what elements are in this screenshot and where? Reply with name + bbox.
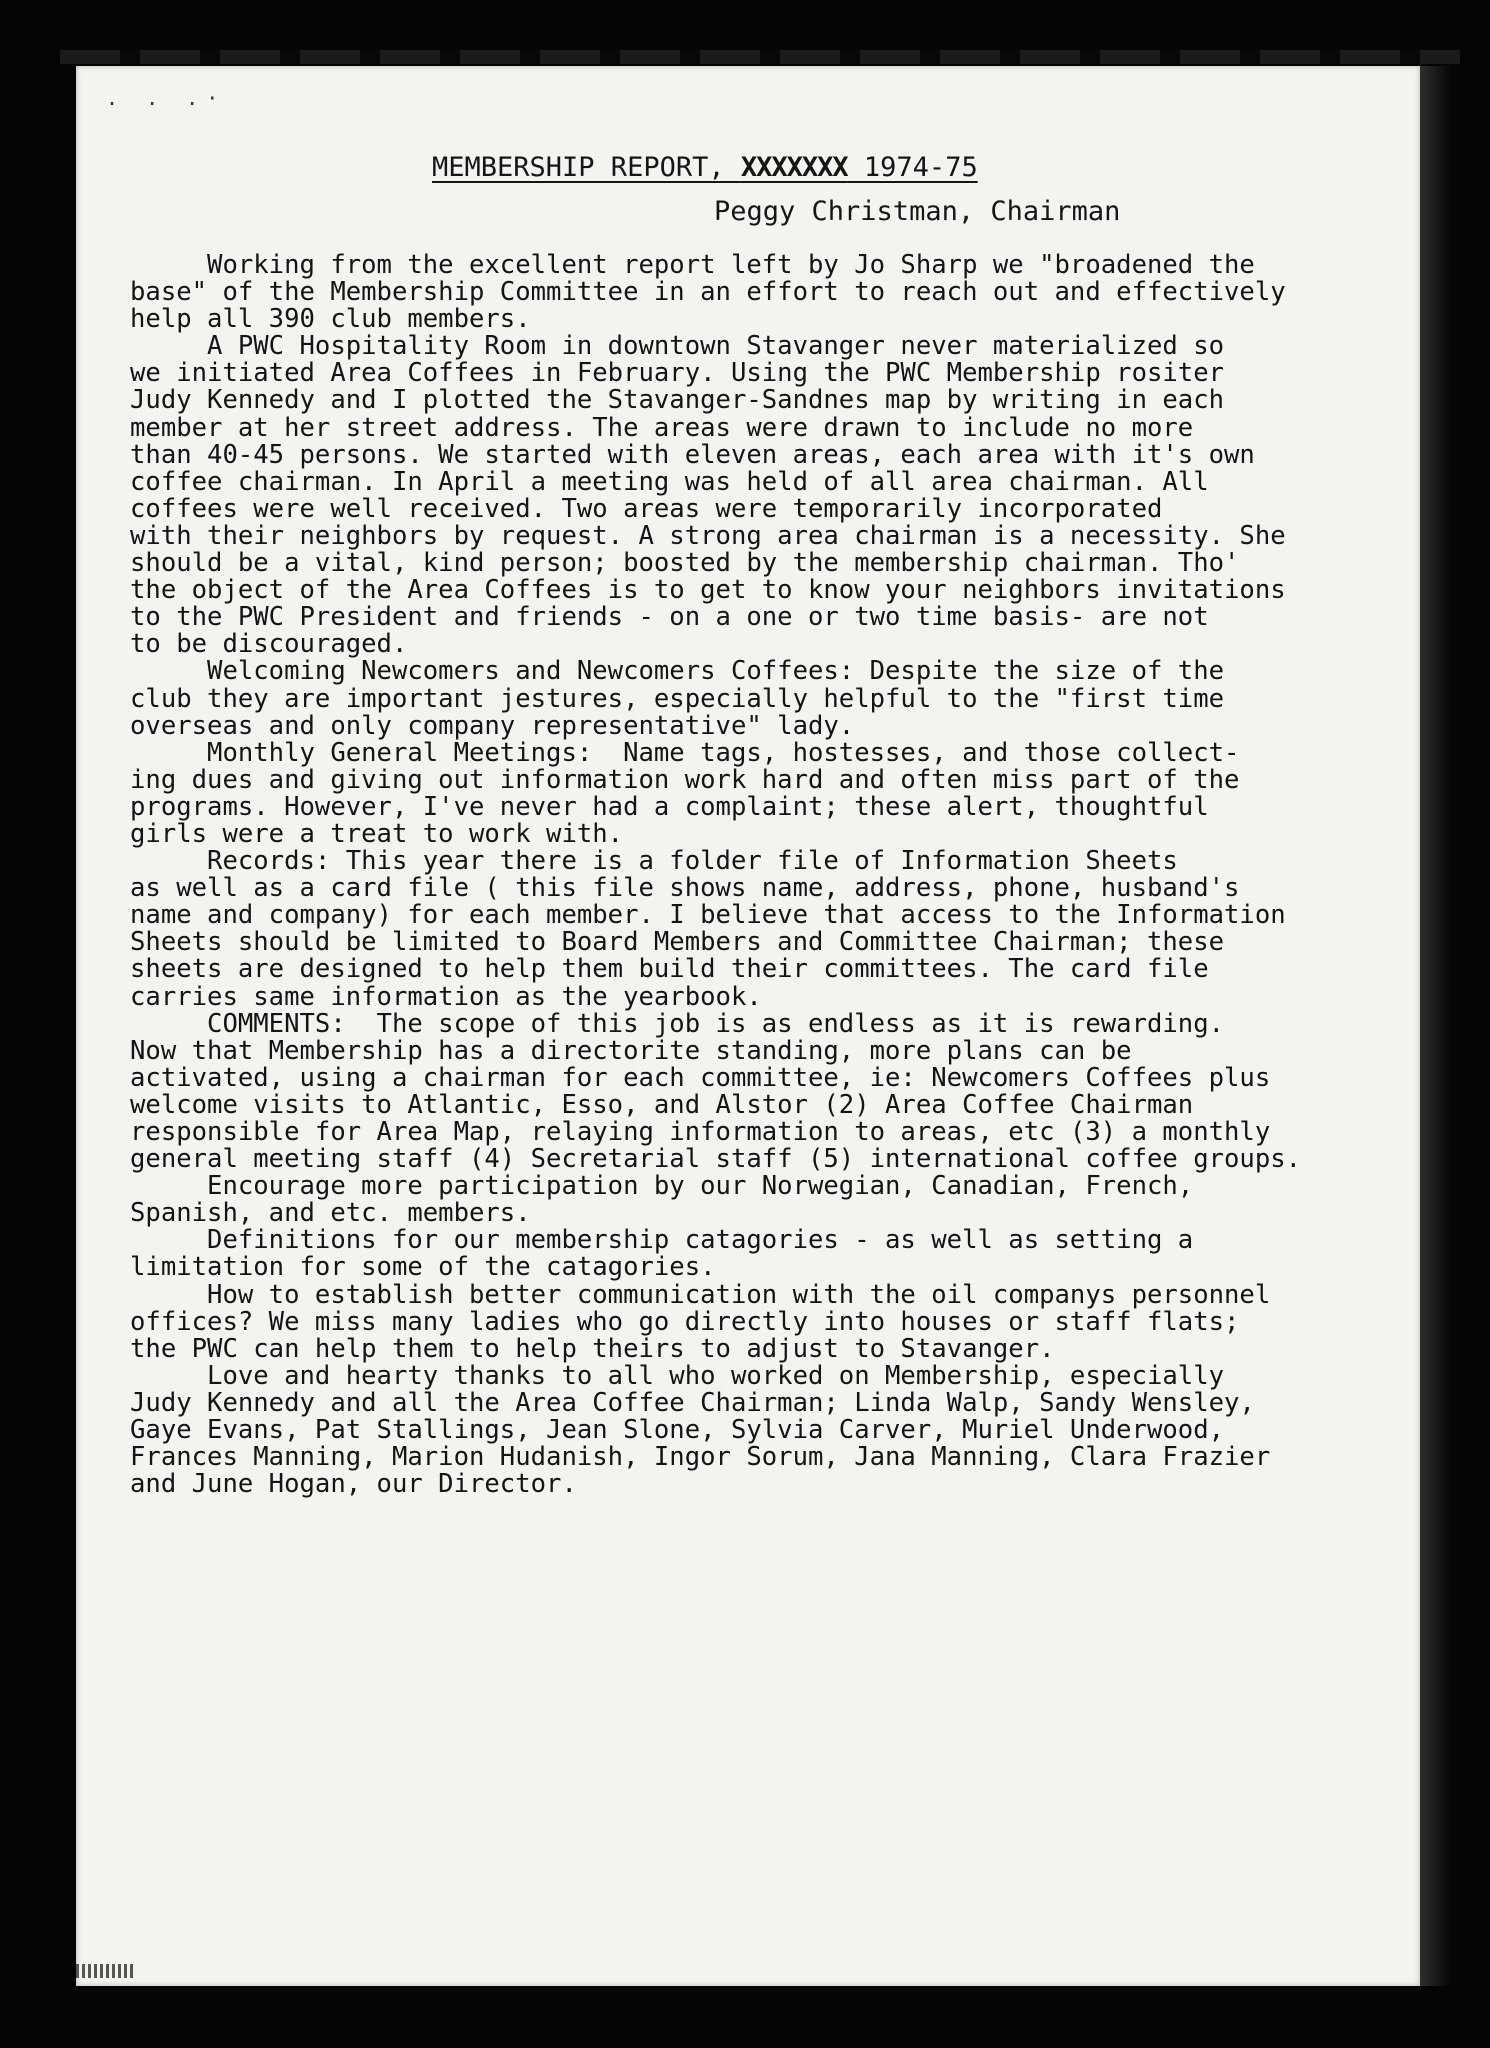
body-line: as well as a card file ( this file shows name, address, phone, husband's [130, 873, 1240, 904]
body-line: than 40-45 persons. We started with eleven areas, each area with it's own [130, 439, 1255, 470]
scan-bottom-mark [76, 1964, 136, 1978]
body-line: programs. However, I've never had a complaint; these alert, thoughtful [130, 791, 1209, 822]
body-line: How to establish better communication with the oil companys personnel [130, 1279, 1271, 1310]
body-line: club they are important jestures, especially helpful to the "first time [130, 683, 1225, 714]
body-line: Records: This year there is a folder file of Information Sheets [130, 846, 1178, 877]
body-line: coffees were well received. Two areas were temporarily incorporated [130, 493, 1163, 524]
body-line: Love and hearty thanks to all who worked on Membership, especially [130, 1360, 1225, 1391]
title-prefix: MEMBERSHIP REPORT, [432, 152, 741, 183]
body-line: base" of the Membership Committee in an effort to reach out and effectively [130, 277, 1286, 308]
body-line: help all 390 club members. [130, 304, 531, 335]
body-line: to be discouraged. [130, 629, 408, 660]
title-year: 1974-75 [847, 152, 978, 183]
body-line: Sheets should be limited to Board Members and Committee Chairman; these [130, 927, 1225, 958]
body-line: general meeting staff (4) Secretarial staff (5) international coffee groups. [130, 1144, 1302, 1175]
report-body [130, 252, 1410, 1498]
scan-top-edge [60, 50, 1460, 64]
body-line: Frances Manning, Marion Hudanish, Ingor Sorum, Jana Manning, Clara Frazier [130, 1442, 1271, 1473]
body-line: offices? We miss many ladies who go directly into houses or staff flats; [130, 1306, 1240, 1337]
body-line: the object of the Area Coffees is to get to know your neighbors invitations [130, 575, 1286, 606]
body-line: A PWC Hospitality Room in downtown Stavanger never materialized so [130, 331, 1225, 362]
report-author: Peggy Christman, Chairman [714, 196, 1121, 227]
body-line: Working from the excellent report left by Jo Sharp we "broadened the [130, 250, 1255, 280]
body-line: ing dues and giving out information work hard and often miss part of the [130, 764, 1240, 795]
body-line: carries same information as the yearbook. [130, 981, 762, 1012]
body-line: to the PWC President and friends - on a one or two time basis- are not [130, 602, 1209, 633]
body-line: Welcoming Newcomers and Newcomers Coffees: Despite the size of the [130, 656, 1225, 687]
body-line: Gaye Evans, Pat Stallings, Jean Slone, Sylvia Carver, Muriel Underwood, [130, 1415, 1225, 1446]
body-line: coffee chairman. In April a meeting was held of all area chairman. All [130, 466, 1209, 497]
body-line: and June Hogan, our Director. [130, 1469, 577, 1500]
body-line: overseas and only company representative" lady. [130, 710, 855, 741]
body-line: girls were a treat to work with. [130, 818, 624, 849]
title-struck-text: XXXXXXX [740, 152, 848, 183]
report-title [432, 152, 978, 183]
body-line: with their neighbors by request. A strong area chairman is a necessity. She [130, 520, 1286, 551]
body-line: Judy Kennedy and all the Area Coffee Chairman; Linda Walp, Sandy Wensley, [130, 1387, 1255, 1418]
body-line: should be a vital, kind person; boosted by the membership chairman. Tho' [130, 548, 1240, 579]
body-line: name and company) for each member. I believe that access to the Information [130, 900, 1286, 931]
body-line: Encourage more participation by our Norwegian, Canadian, French, [130, 1171, 1194, 1202]
body-line: limitation for some of the catagories. [130, 1252, 716, 1283]
body-line: the PWC can help them to help theirs to adjust to Stavanger. [130, 1333, 1055, 1364]
body-line: sheets are designed to help them build their committees. The card file [130, 954, 1209, 985]
body-line: member at her street address. The areas were drawn to include no more [130, 412, 1194, 443]
body-line: activated, using a chairman for each committee, ie: Newcomers Coffees plus [130, 1062, 1271, 1093]
body-line: COMMENTS: The scope of this job is as endless as it is rewarding. [130, 1008, 1225, 1039]
body-line: Now that Membership has a directorite standing, more plans can be [130, 1035, 1132, 1066]
body-line: Monthly General Meetings: Name tags, hostesses, and those collect- [130, 737, 1240, 768]
body-line: responsible for Area Map, relaying information to areas, etc (3) a monthly [130, 1117, 1271, 1147]
body-line: Spanish, and etc. members. [130, 1198, 531, 1229]
body-line: we initiated Area Coffees in February. Using the PWC Membership rositer [130, 358, 1225, 389]
scan-right-shadow [1420, 66, 1450, 1986]
body-line: Definitions for our membership catagories - as well as setting a [130, 1225, 1194, 1256]
document-page [76, 66, 1420, 1986]
body-line: Judy Kennedy and I plotted the Stavanger-Sandnes map by writing in each [130, 385, 1225, 416]
body-line: welcome visits to Atlantic, Esso, and Alstor (2) Area Coffee Chairman [130, 1089, 1194, 1120]
paper-specks: . . .· [106, 86, 227, 110]
